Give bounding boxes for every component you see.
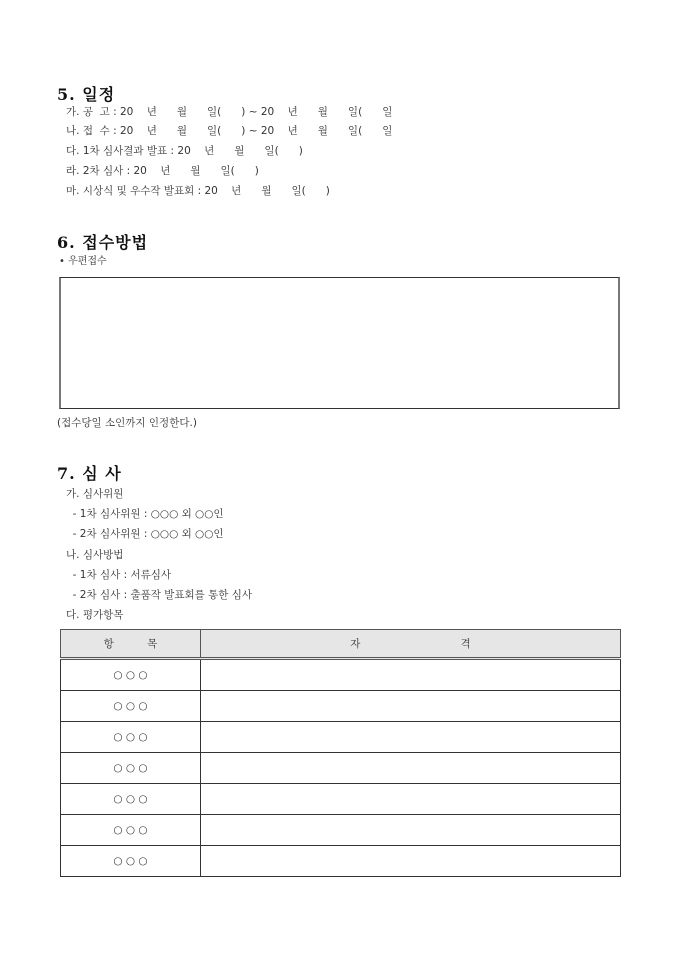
header-qualification: 자 격: [201, 630, 621, 659]
section-5-title: 5. 일정: [57, 85, 116, 104]
schedule-line: 다. 1차 심사결과 발표 : 20 년 월 일( ): [66, 145, 303, 157]
table-header-row: [61, 630, 621, 659]
item-cell: ○ ○ ○: [61, 722, 201, 753]
review-line: 다. 평가항목: [66, 609, 124, 621]
submission-address-box: [59, 277, 620, 409]
item-cell: ○ ○ ○: [61, 815, 201, 846]
table-row: [61, 691, 621, 722]
section-6-title: 6. 접수방법: [57, 233, 149, 252]
schedule-line: 나. 접 수 : 20 년 월 일( ) ~ 20 년 월 일( 일: [66, 125, 393, 137]
table-row: [61, 753, 621, 784]
submission-note: (접수당일 소인까지 인정한다.): [57, 417, 197, 429]
qualification-cell: [201, 846, 621, 877]
item-cell: ○ ○ ○: [61, 846, 201, 877]
item-cell: ○ ○ ○: [61, 691, 201, 722]
review-line: - 2차 심사 : 출품작 발표회를 통한 심사: [66, 589, 253, 601]
review-line: 나. 심사방법: [66, 549, 124, 561]
qualification-cell: [201, 784, 621, 815]
schedule-line: 마. 시상식 및 우수작 발표회 : 20 년 월 일( ): [66, 185, 330, 197]
review-line: - 1차 심사 : 서류심사: [66, 569, 172, 581]
qualification-cell: [201, 659, 621, 691]
table-row: [61, 815, 621, 846]
qualification-cell: [201, 722, 621, 753]
table-row: [61, 784, 621, 815]
qualification-cell: [201, 691, 621, 722]
review-line: - 1차 심사위원 : ○○○ 외 ○○인: [66, 508, 224, 520]
evaluation-table: [60, 629, 621, 877]
table-row: [61, 846, 621, 877]
review-line: - 2차 심사위원 : ○○○ 외 ○○인: [66, 528, 224, 540]
qualification-cell: [201, 753, 621, 784]
header-item: 항 목: [61, 630, 201, 659]
schedule-line: 라. 2차 심사 : 20 년 월 일( ): [66, 165, 259, 177]
table-row: [61, 659, 621, 691]
table-row: [61, 722, 621, 753]
submission-bullet: • 우편접수: [59, 256, 107, 267]
item-cell: ○ ○ ○: [61, 659, 201, 691]
item-cell: ○ ○ ○: [61, 784, 201, 815]
review-line: 가. 심사위원: [66, 488, 124, 500]
section-7-title: 7. 심 사: [57, 464, 122, 483]
qualification-cell: [201, 815, 621, 846]
schedule-line: 가. 공 고 : 20 년 월 일( ) ~ 20 년 월 일( 일: [66, 106, 393, 118]
item-cell: ○ ○ ○: [61, 753, 201, 784]
